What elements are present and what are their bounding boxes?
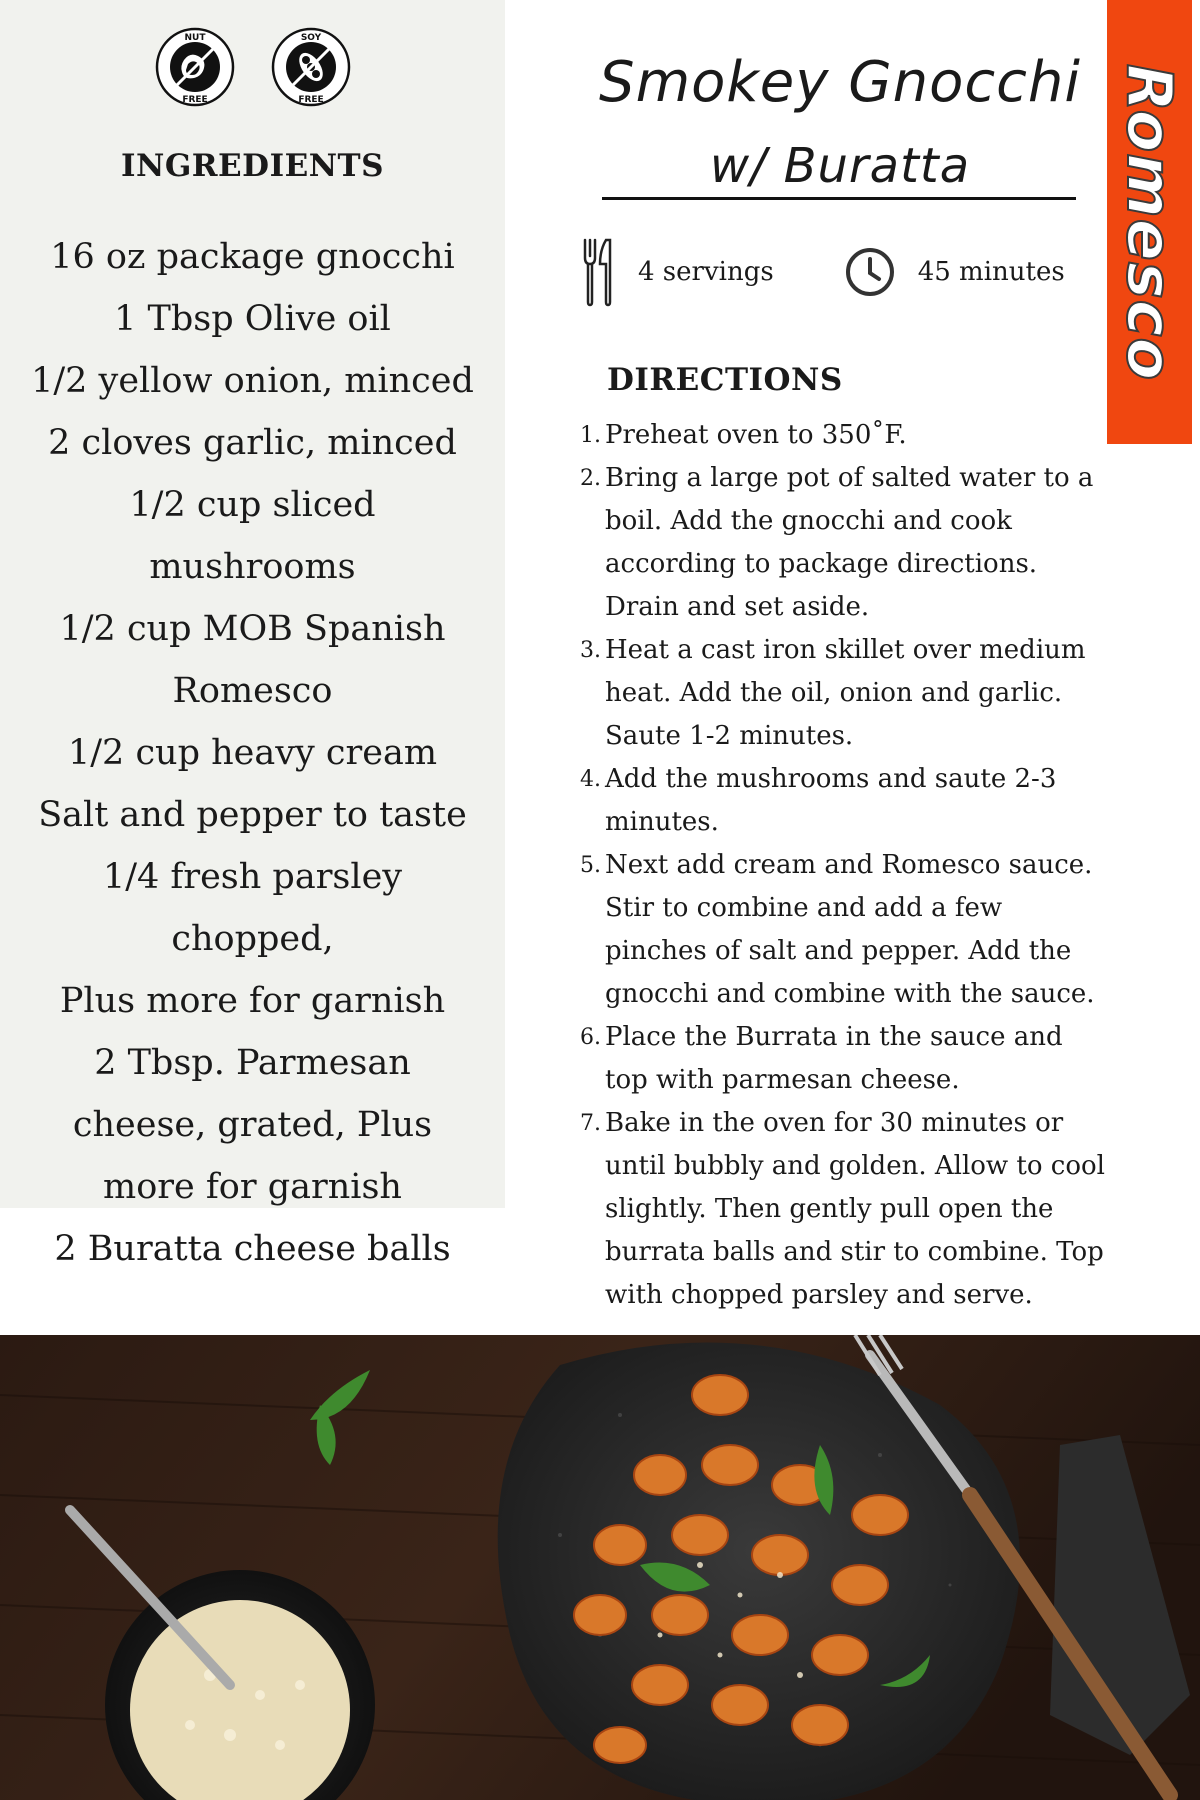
ingredient-item: 16 oz package gnocchi [50, 237, 455, 277]
ingredient-item: Romesco [172, 671, 333, 711]
svg-text:NUT: NUT [184, 33, 205, 43]
step-number: 4. [580, 767, 601, 792]
ingredients-list [30, 226, 475, 1280]
direction-step [580, 629, 1110, 758]
recipe-title-line1: Smokey Gnocchi [599, 50, 1081, 115]
ingredient-item: Plus more for garnish [59, 981, 446, 1021]
svg-text:SOY: SOY [300, 33, 321, 43]
ingredients-panel [0, 0, 505, 1269]
step-number: 6. [580, 1025, 601, 1050]
servings-text: 4 servings [638, 257, 774, 287]
step-text: Bake in the oven for 30 minutes or until bubbly and golden. Allow to cool slightly. Then gently pull open the burrata balls and stir to combine. Top with chopped parsley and serve. [605, 1108, 1105, 1310]
step-text: Preheat oven to 350˚F. [605, 420, 907, 450]
ingredient-item: more for garnish [103, 1167, 402, 1207]
ingredient-item: 1/2 cup MOB Spanish [59, 609, 446, 649]
directions-list [580, 414, 1110, 1317]
direction-step [580, 1102, 1110, 1317]
direction-step [580, 457, 1110, 629]
clock-icon [844, 246, 896, 298]
direction-step [580, 414, 1110, 457]
ingredients-heading: INGREDIENTS [120, 148, 384, 184]
step-number: 5. [580, 853, 601, 878]
ingredient-item: 1/2 cup sliced mushrooms [129, 485, 376, 587]
time-text: 45 minutes [917, 257, 1065, 287]
svg-text:FREE: FREE [181, 95, 208, 105]
step-number: 3. [580, 638, 601, 663]
fork-knife-icon [580, 236, 616, 308]
ingredient-item: 2 Buratta cheese balls [54, 1229, 451, 1269]
sauce-tab-label: Romesco [1113, 63, 1186, 381]
ingredient-item: 2 Tbsp. Parmesan [94, 1043, 411, 1083]
direction-step [580, 1016, 1110, 1102]
soy-free-icon [270, 26, 352, 108]
gnocchi-photo-illustration [0, 1335, 1200, 1800]
step-number: 7. [580, 1111, 601, 1136]
step-number: 1. [580, 423, 601, 448]
title-divider [602, 197, 1076, 200]
recipe-title [580, 40, 1100, 206]
step-text: Bring a large pot of salted water to a boil. Add the gnocchi and cook according to package directions. Drain and set aside. [605, 463, 1094, 622]
food-photo [0, 1335, 1200, 1800]
direction-step [580, 844, 1110, 1016]
nut-free-icon [154, 26, 236, 108]
ingredient-item: Salt and pepper to taste [38, 795, 467, 835]
ingredient-item: cheese, grated, Plus [72, 1105, 433, 1145]
direction-step [580, 758, 1110, 844]
step-text: Place the Burrata in the sauce and top with parmesan cheese. [605, 1022, 1063, 1095]
ingredient-item: 1/2 cup heavy cream [67, 733, 438, 773]
ingredient-item: 1/4 fresh parsley chopped, [102, 857, 403, 959]
step-text: Heat a cast iron skillet over medium heat. Add the oil, onion and garlic. Saute 1-2 minutes. [605, 635, 1086, 751]
allergen-badges [0, 26, 505, 108]
step-text: Add the mushrooms and saute 2-3 minutes. [605, 764, 1057, 837]
svg-text:FREE: FREE [297, 95, 324, 105]
ingredient-item: 1/2 yellow onion, minced [31, 361, 474, 401]
ingredient-item: 1 Tbsp Olive oil [114, 299, 391, 339]
recipe-meta [580, 236, 1065, 308]
step-text: Next add cream and Romesco sauce. Stir to combine and add a few pinches of salt and pepper. Add the gnocchi and combine with the sauce. [605, 850, 1095, 1009]
directions-heading: DIRECTIONS [607, 362, 843, 398]
recipe-title-line2: w/ Buratta [709, 138, 971, 194]
ingredient-item: 2 cloves garlic, minced [48, 423, 457, 463]
step-number: 2. [580, 466, 601, 491]
